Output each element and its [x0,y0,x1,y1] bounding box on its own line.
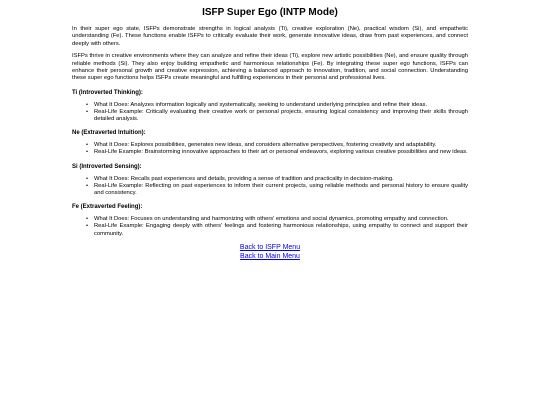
list-item-text: What It Does: Analyzes information logically and systematically, seeking to understand underlying principles and refine their ideas. [94,101,428,108]
section-heading-ne: Ne (Extraverted Intuition): [72,130,146,137]
bullet-icon: • [86,149,89,156]
list-item-text: Real-Life Example: Brainstorming innovative approaches to their art or personal endeavors, exploring various creative possibilities and new ideas. [94,149,468,156]
list-item-text: Real-Life Example: Reflecting on past experiences to inform their current projects, using reliable methods and personal history to ensure quality and consistency. [94,182,468,196]
list-item [86,149,468,156]
intro-paragraph-2: ISFPs thrive in creative environments where they can analyze and refine their ideas (Ti), explore new artistic possibilities (Ne), and ensure quality through reliable methods (Si). They also enjoy building empathetic and harmonious relationships (Fe). By integrating these super ego functions, ISFPs can enhance their personal growth and creative expression, achieving a balanced approach to innovation, tradition, and social connection. Understanding these super ego functions helps ISFPs create meaningful and fulfilling experiences in their personal and professional lives. [72,53,468,82]
section-heading-fe: Fe (Extraverted Feeling): [72,204,143,211]
bullet-icon: • [86,216,89,223]
page-content [72,0,468,261]
section-list-fe [72,216,468,238]
section-ti [72,89,468,124]
section-heading-si: Si (Introverted Sensing): [72,163,142,170]
list-item [86,182,468,197]
bullet-icon: • [86,182,89,189]
back-to-main-menu-link[interactable]: Back to Main Menu [240,252,300,260]
list-item [86,175,468,183]
bullet-icon: • [86,108,89,115]
bullet-icon: • [86,142,89,149]
section-list-ti [72,102,468,124]
section-list-si [72,176,468,198]
section-ne [72,129,468,156]
list-item-text: What It Does: Recalls past experiences and details, providing a sense of tradition and practicality in decision-making. [94,175,394,182]
bullet-icon: • [86,101,89,108]
section-fe [72,203,468,238]
list-item-text: What It Does: Focuses on understanding and harmonizing with others' emotions and social dynamics, promoting empathy and connection. [94,216,449,223]
back-to-isfp-menu-link[interactable]: Back to ISFP Menu [239,243,301,251]
page-title: ISFP Super Ego (INTP Mode) [202,7,338,18]
list-item-text: Real-Life Example: Engaging deeply with others' feelings and fostering harmonious relationships, using empathy to connect and support their community. [94,223,468,237]
list-item-text: What It Does: Explores possibilities, generates new ideas, and considers alternative perspectives, fostering creativity and adaptability. [94,142,437,149]
list-item [86,108,468,123]
section-si [72,163,468,198]
navigation-links [72,244,468,262]
bullet-icon: • [86,223,89,230]
list-item [86,101,468,109]
section-list-ne [72,142,468,156]
bullet-icon: • [86,175,89,182]
list-item [86,216,468,223]
intro-paragraph-1: In their super ego state, ISFPs demonstrate strengths in logical analysis (Ti), creative exploration (Ne), practical wisdom (Si), and empathetic understanding (Fe). These functions enable ISFPs to critically evaluate their work, generate innovative ideas, draw from past experiences, and connect deeply with others. [72,26,468,47]
list-item [86,142,468,149]
section-heading-ti: Ti (Introverted Thinking): [72,89,143,96]
list-item-text: Real-Life Example: Critically evaluating their creative work or personal projects, ensuring logical consistency and improving their skills through detailed analysis. [94,108,468,122]
list-item [86,223,468,237]
